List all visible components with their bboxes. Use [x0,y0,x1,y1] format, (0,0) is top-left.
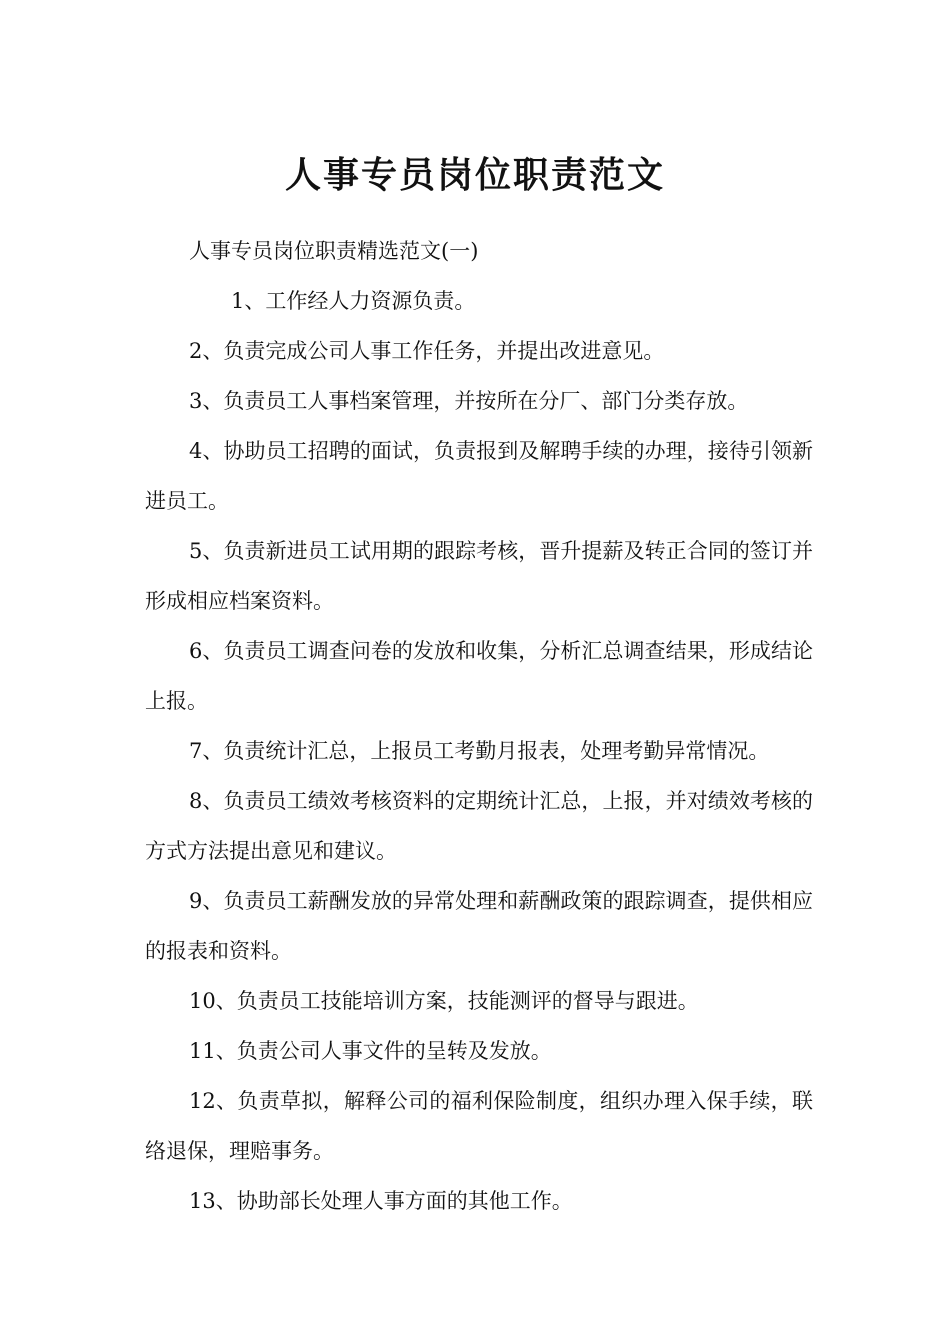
duty-item: 11、负责公司人事文件的呈转及发放。 [189,1039,552,1063]
duty-item: 12、负责草拟，解释公司的福利保险制度，组织办理入保手续，联络退保，理赔事务。 [145,1089,813,1163]
duty-item: 10、负责员工技能培训方案，技能测评的督导与跟进。 [189,989,699,1013]
duty-item: 1、工作经人力资源负责。 [231,289,476,313]
page-title: 人事专员岗位职责范文 [284,155,665,197]
document-body [145,226,813,1226]
duty-item: 9、负责员工薪酬发放的异常处理和薪酬政策的跟踪调查，提供相应的报表和资料。 [145,889,813,963]
duty-item: 5、负责新进员工试用期的跟踪考核，晋升提薪及转正合同的签订并形成相应档案资料。 [145,539,813,613]
duty-item: 6、负责员工调查问卷的发放和收集，分析汇总调查结果，形成结论上报。 [145,639,813,713]
duty-item: 4、协助员工招聘的面试，负责报到及解聘手续的办理，接待引领新进员工。 [145,439,813,513]
duty-item: 8、负责员工绩效考核资料的定期统计汇总，上报，并对绩效考核的方式方法提出意见和建议。 [145,789,813,863]
duty-item: 7、负责统计汇总，上报员工考勤月报表，处理考勤异常情况。 [189,739,770,763]
duty-item: 3、负责员工人事档案管理，并按所在分厂、部门分类存放。 [189,389,749,413]
duty-item: 13、协助部长处理人事方面的其他工作。 [189,1189,573,1213]
section-subtitle: 人事专员岗位职责精选范文(一) [189,239,479,263]
duty-item: 2、负责完成公司人事工作任务，并提出改进意见。 [189,339,665,363]
